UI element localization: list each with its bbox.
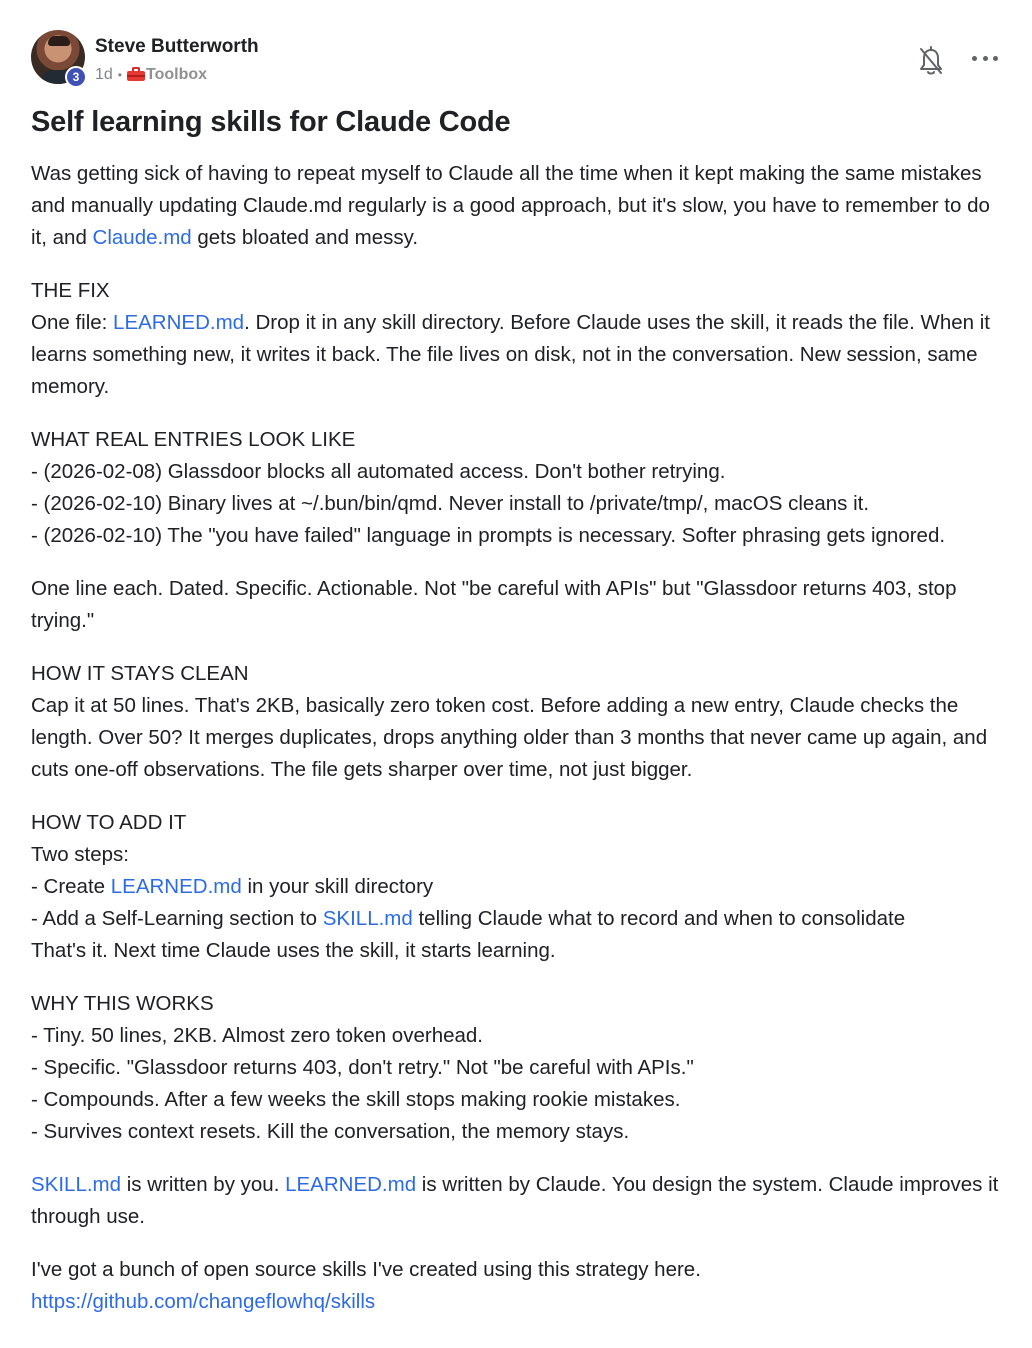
- entries-section: [31, 424, 1001, 552]
- one-line-paragraph: One line each. Dated. Specific. Actionable. Not "be careful with APIs" but "Glassdoor returns 403, stop trying.": [31, 577, 957, 632]
- fix-heading: THE FIX: [31, 279, 110, 302]
- learned-md-link[interactable]: LEARNED.md: [110, 875, 242, 898]
- entries-heading: WHAT REAL ENTRIES LOOK LIKE: [31, 428, 356, 451]
- clean-section: HOW IT STAYS CLEAN Cap it at 50 lines. That's 2KB, basically zero token cost. Before adding a new entry, Claude checks the length. Over 50? It merges duplicates, drops anything older than 3 months that never came up again, and cuts one-off observations. The file gets sharper over time, not just bigger.: [31, 662, 988, 781]
- learned-md-link[interactable]: LEARNED.md: [113, 311, 245, 334]
- post-header: [31, 30, 1000, 90]
- add-section: HOW TO ADD IT Two steps: - Create LEARNED.md in your skill directory - Add a Self-Learning section to SKILL.md telling Claude what to record and when to consolidate That's it. Next time Claude uses the skill, it starts learning.: [31, 811, 906, 962]
- summary-paragraph: SKILL.md is written by you. LEARNED.md is written by Claude. You design the system. Claude improves it through use.: [31, 1173, 999, 1228]
- skill-md-link[interactable]: SKILL.md: [31, 1173, 122, 1196]
- level-badge: 3: [65, 66, 87, 88]
- post-meta: [95, 66, 207, 84]
- toolbox-icon: [127, 67, 145, 81]
- list-item: - (2026-02-10) The "you have failed" language in prompts is necessary. Softer phrasing gets ignored.: [31, 524, 946, 547]
- add-heading: HOW TO ADD IT: [31, 811, 187, 834]
- list-item: - (2026-02-10) Binary lives at ~/.bun/bin/qmd. Never install to /private/tmp/, macOS cleans it.: [31, 492, 870, 515]
- skill-md-link[interactable]: SKILL.md: [322, 907, 413, 930]
- author-name[interactable]: Steve Butterworth: [95, 36, 259, 57]
- author-avatar[interactable]: [31, 30, 87, 86]
- why-heading: WHY THIS WORKS: [31, 992, 214, 1015]
- more-options-icon[interactable]: [972, 56, 998, 64]
- intro-paragraph: Was getting sick of having to repeat myself to Claude all the time when it kept making the same mistakes and manually updating Claude.md regularly is a good approach, but it's slow, you have to remember to do it, and Claude.md gets bloated and messy.: [31, 162, 990, 249]
- post-title: Self learning skills for Claude Code: [31, 106, 511, 138]
- post-body: [31, 158, 1001, 1339]
- clean-heading: HOW IT STAYS CLEAN: [31, 662, 249, 685]
- list-item: - Specific. "Glassdoor returns 403, don't retry." Not "be careful with APIs.": [31, 1056, 694, 1079]
- meta-separator: •: [117, 68, 122, 82]
- claude-md-link[interactable]: Claude.md: [92, 226, 192, 249]
- post-category[interactable]: Toolbox: [146, 66, 208, 83]
- github-link[interactable]: https://github.com/changeflowhq/skills: [31, 1290, 376, 1313]
- fix-section: THE FIX One file: LEARNED.md. Drop it in any skill directory. Before Claude uses the skill, it reads the file. When it learns something new, it writes it back. The file lives on disk, not in the conversation. New session, same memory.: [31, 279, 990, 398]
- post-time: 1d: [95, 66, 113, 83]
- why-section: [31, 988, 1001, 1148]
- list-item: - (2026-02-08) Glassdoor blocks all automated access. Don't bother retrying.: [31, 460, 726, 483]
- list-item: - Survives context resets. Kill the conversation, the memory stays.: [31, 1120, 630, 1143]
- list-item: - Tiny. 50 lines, 2KB. Almost zero token overhead.: [31, 1024, 483, 1047]
- list-item: - Compounds. After a few weeks the skill stops making rookie mistakes.: [31, 1088, 681, 1111]
- bell-off-icon[interactable]: [918, 46, 944, 76]
- learned-md-link[interactable]: LEARNED.md: [285, 1173, 417, 1196]
- closing-paragraph: I've got a bunch of open source skills I've created using this strategy here. https://github.com/changeflowhq/skills: [31, 1258, 701, 1313]
